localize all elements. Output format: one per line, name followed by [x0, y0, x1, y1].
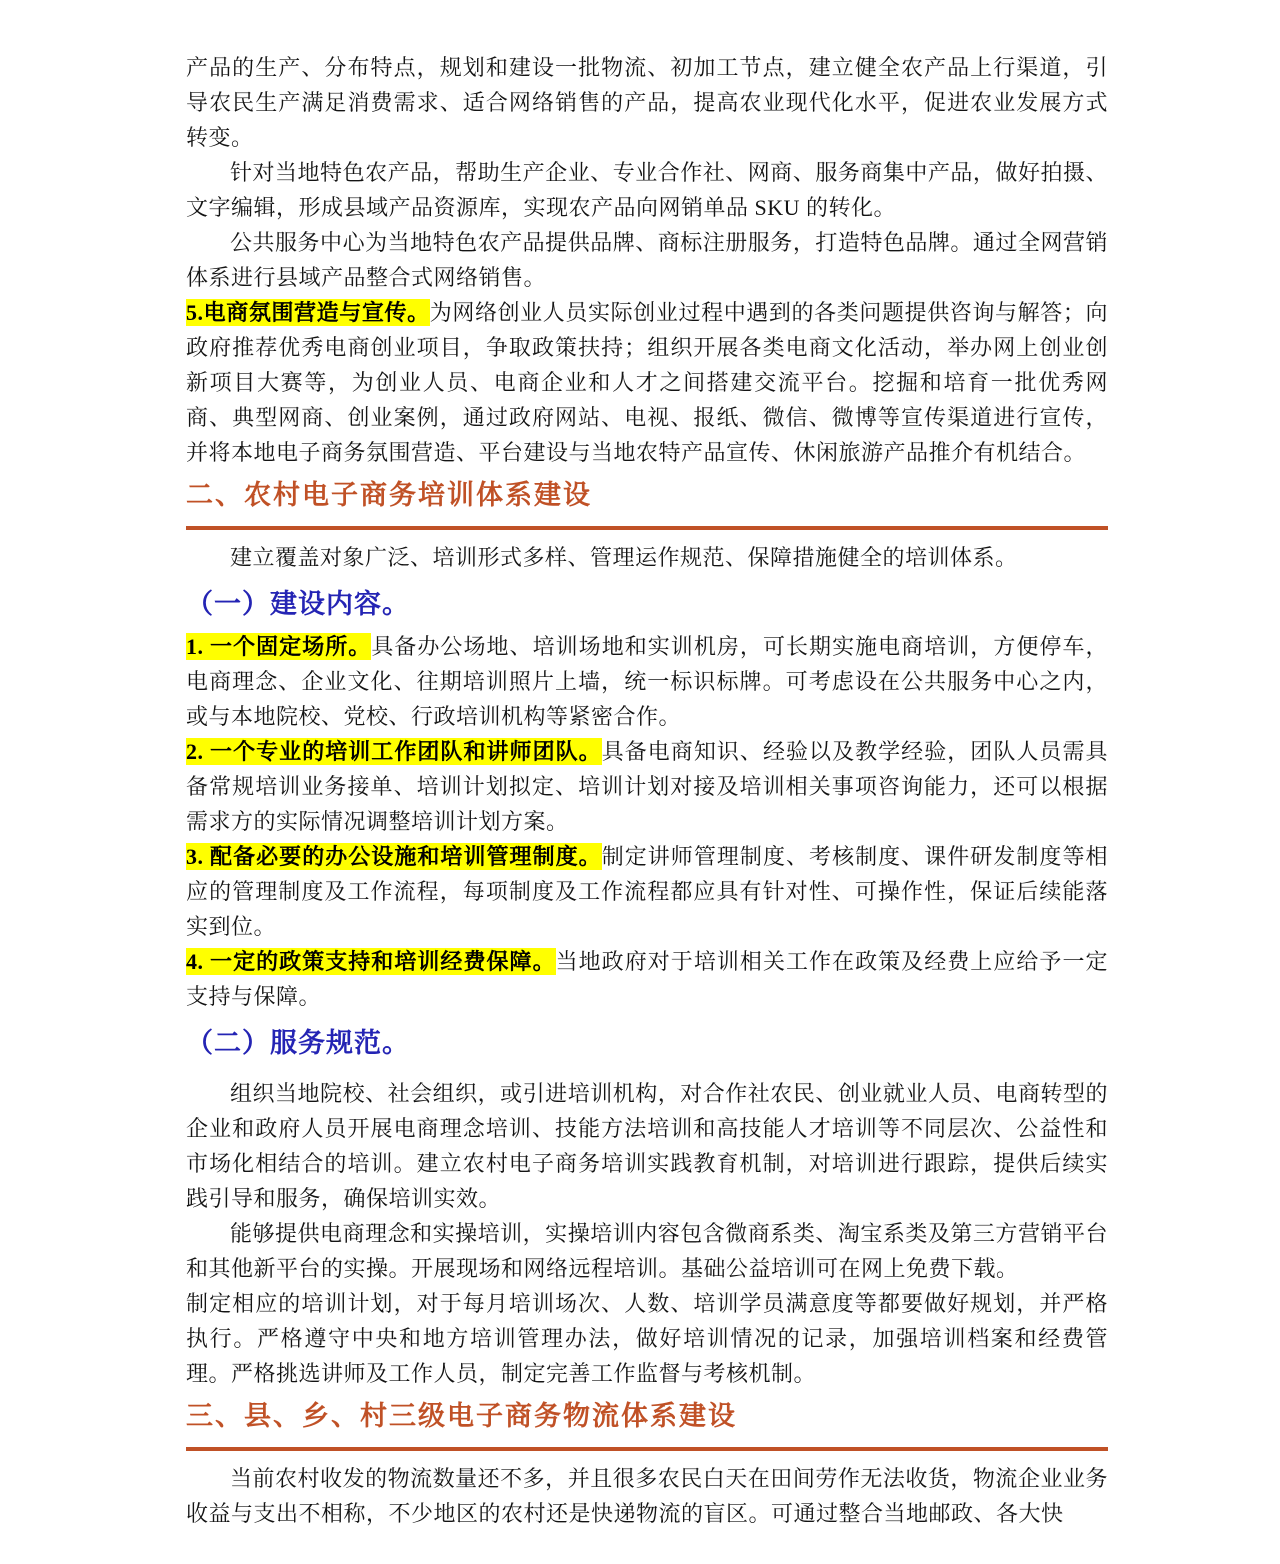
item-2-highlight-lead: 2. 一个专业的培训工作团队和讲师团队。 — [186, 739, 602, 764]
paragraph-brand-registration: 公共服务中心为当地特色农产品提供品牌、商标注册服务，打造特色品牌。通过全网营销体系进行县域产品整合式网络销售。 — [186, 230, 1108, 290]
paragraph-local-specialty-products: 针对当地特色农产品，帮助生产企业、专业合作社、网商、服务商集中产品，做好拍摄、文字编辑，形成县域产品资源库，实现农产品向网销单品 SKU 的转化。 — [186, 160, 1108, 220]
item-2-body-text: 具备电商知识、经验以及教学经验，团队人员需具备常规培训业务接单、培训计划拟定、培训计划对接及培训相关事项咨询能力，还可以根据需求方的实际情况调整培训计划方案。 — [186, 739, 1108, 834]
paragraph-training-organization: 组织当地院校、社会组织，或引进培训机构，对合作社农民、创业就业人员、电商转型的企业和政府人员开展电商理念培训、技能方法培训和高技能人才培训等不同层次、公益性和市场化相结合的培训。建立农村电子商务培训实践教育机制，对培训进行跟踪，提供后续实践引导和服务，确保培训实效。 — [186, 1081, 1108, 1211]
item-5-highlight-lead: 5.电商氛围营造与宣传。 — [186, 300, 430, 325]
item-5-body-text: 为网络创业人员实际创业过程中遇到的各类问题提供咨询与解答；向政府推荐优秀电商创业项目，争取政策扶持；组织开展各类电商文化活动，举办网上创业创新项目大赛等，为创业人员、电商企业和人才之间搭建交流平台。挖掘和培育一批优秀网商、典型网商、创业案例，通过政府网站、电视、报纸、微信、微博等宣传渠道进行宣传，并将本地电子商务氛围营造、平台建设与当地农特产品宣传、休闲旅游产品推介有机结合。 — [186, 300, 1108, 465]
paragraph-product-logistics: 产品的生产、分布特点，规划和建设一批物流、初加工节点，建立健全农产品上行渠道，引导农民生产满足消费需求、适合网络销售的产品，提高农业现代化水平，促进农业发展方式转变。 — [186, 55, 1108, 150]
list-item-3-office-facilities — [186, 839, 1108, 944]
list-item-5-ecommerce-atmosphere — [186, 295, 1108, 470]
section-2-heading: 二、农村电子商务培训体系建设 — [186, 480, 592, 510]
item-3-highlight-lead: 3. 配备必要的办公设施和培训管理制度。 — [186, 844, 602, 869]
item-4-highlight-lead: 4. 一定的政策支持和培训经费保障。 — [186, 949, 556, 974]
section-2-divider-rule — [186, 526, 1108, 530]
subsection-1-heading: （一）建设内容。 — [186, 589, 410, 619]
item-3-body-text: 制定讲师管理制度、考核制度、课件研发制度等相应的管理制度及工作流程，每项制度及工作流程都应具有针对性、可操作性，保证后续能落实到位。 — [186, 844, 1108, 939]
list-item-4-policy-support — [186, 944, 1108, 1014]
section-2-intro-paragraph: 建立覆盖对象广泛、培训形式多样、管理运作规范、保障措施健全的培训体系。 — [230, 545, 1018, 570]
item-1-highlight-lead: 1. 一个固定场所。 — [186, 634, 372, 659]
item-4-body-text: 当地政府对于培训相关工作在政策及经费上应给予一定支持与保障。 — [186, 949, 1108, 1009]
item-1-body-text: 具备办公场地、培训场地和实训机房，可长期实施电商培训，方便停车，电商理念、企业文化、往期培训照片上墙，统一标识标牌。可考虑设在公共服务中心之内，或与本地院校、党校、行政培训机构等紧密合作。 — [186, 634, 1108, 729]
paragraph-practical-training: 能够提供电商理念和实操培训，实操培训内容包含微商系类、淘宝系类及第三方营销平台和其他新平台的实操。开展现场和网络远程培训。基础公益培训可在网上免费下载。 — [186, 1221, 1108, 1281]
list-item-2-training-team — [186, 734, 1108, 839]
section-3-heading: 三、县、乡、村三级电子商务物流体系建设 — [186, 1401, 737, 1431]
paragraph-training-plan: 制定相应的培训计划，对于每月培训场次、人数、培训学员满意度等都要做好规划，并严格执行。严格遵守中央和地方培训管理办法，做好培训情况的记录，加强培训档案和经费管理。严格挑选讲师及工作人员，制定完善工作监督与考核机制。 — [186, 1291, 1108, 1386]
list-item-1-fixed-venue — [186, 629, 1108, 734]
section-3-intro-paragraph: 当前农村收发的物流数量还不多，并且很多农民白天在田间劳作无法收货，物流企业业务收益与支出不相称，不少地区的农村还是快递物流的盲区。可通过整合当地邮政、各大快 — [186, 1466, 1108, 1526]
section-3-divider-rule — [186, 1447, 1108, 1451]
subsection-2-heading: （二）服务规范。 — [186, 1028, 410, 1058]
